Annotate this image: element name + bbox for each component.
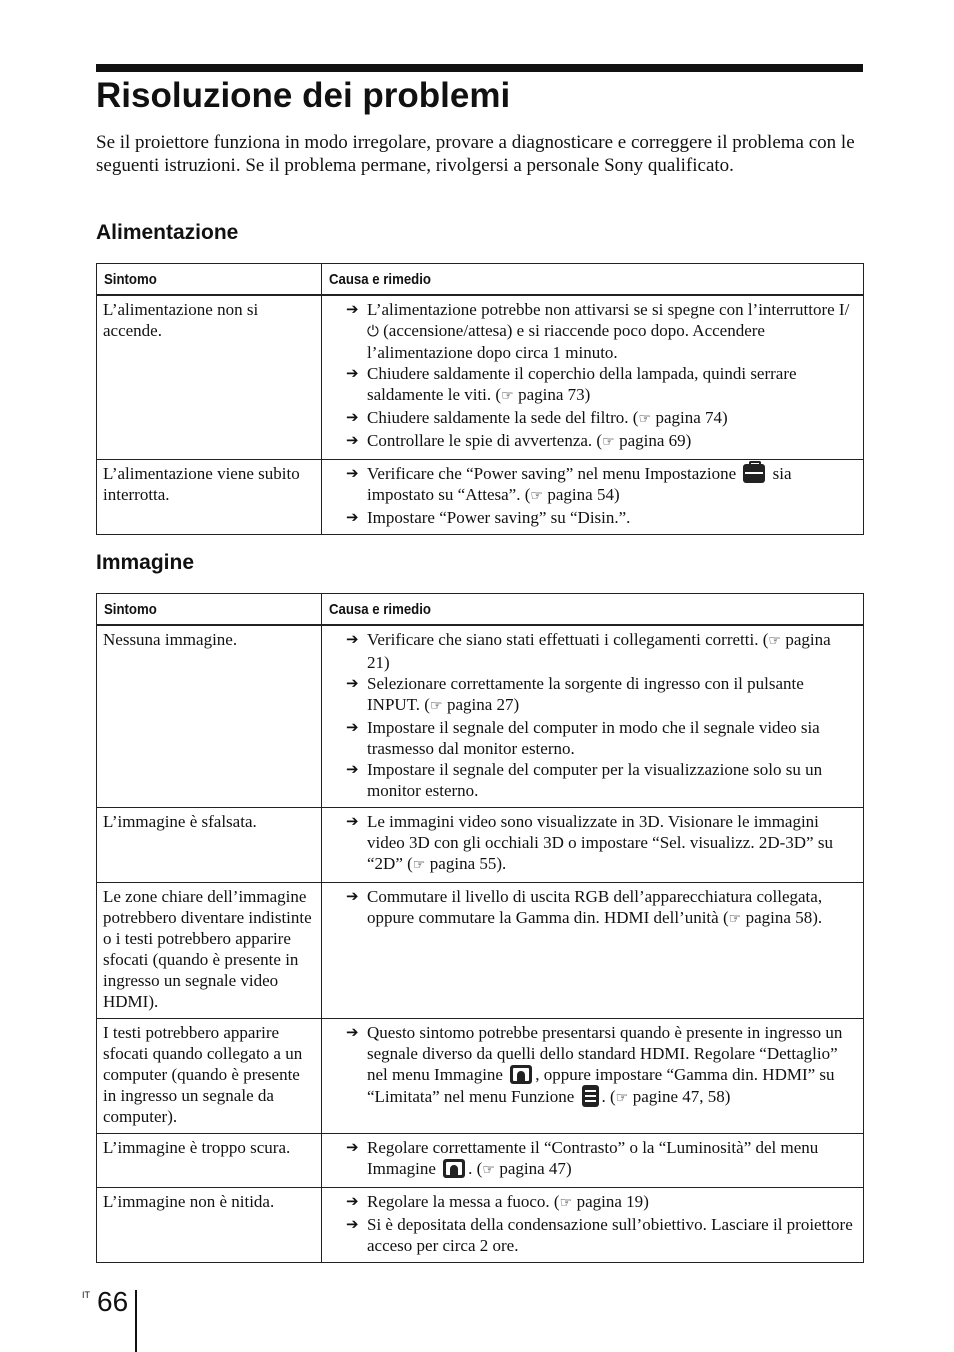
arrow-icon: ➔ [346,812,359,830]
table-row [97,1019,864,1134]
page-number: 66 [97,1286,129,1317]
rimedio-text: ). [812,908,823,927]
sintomo-cell [97,295,322,460]
rimedio-text: Controllare le spie di avvertenza. ( [367,431,603,450]
rimedio-list [328,811,857,876]
column-header-causa: Causa e rimedio [322,594,864,626]
rimedio-cell [322,808,864,883]
table-header-row [97,594,864,626]
sintomo-cell [97,1188,322,1263]
rimedio-item [342,1191,857,1214]
table-row [97,1188,864,1263]
section-title-immagine: Immagine [96,551,195,574]
page-margin-line [135,1290,137,1352]
page-reference: pagine 47, 58 [632,1087,725,1106]
rimedio-text: ) [724,1087,731,1106]
page-reference-icon: ☞ [482,1162,500,1178]
rimedio-text: ) [584,385,591,404]
arrow-icon: ➔ [346,887,359,905]
sintomo-cell [97,460,322,535]
table-row [97,1134,864,1188]
page-reference-icon: ☞ [501,388,519,404]
rimedio-text: ) [565,1159,572,1178]
sintomo-text: L’immagine non è nitida. [103,1192,275,1211]
rimedio-list [328,299,857,453]
page-reference: pagina 73 [518,385,585,404]
rimedio-item [342,1214,857,1256]
arrow-icon: ➔ [346,1138,359,1156]
rimedio-item [342,886,857,930]
rimedio-text: Verificare che siano stati effettuati i collegamenti corretti. ( [367,630,769,649]
function-menu-icon [582,1085,599,1107]
rimedio-text: Si è depositata della condensazione sull’obiettivo. Lasciare il proiettore acceso per circa 2 ore. [367,1215,853,1255]
column-header-sintomo: Sintomo [97,264,322,296]
rimedio-item [342,629,857,673]
rimedio-text: . ( [601,1087,616,1106]
alimentazione-table [96,263,864,535]
arrow-icon: ➔ [346,508,359,526]
power-icon: ⏻ [367,322,379,340]
table-row [97,460,864,535]
rimedio-text: Selezionare correttamente la sorgente di ingresso con il pulsante INPUT. ( [367,674,804,714]
rimedio-text: ) [722,408,728,427]
rimedio-text: , oppure impostare “Gamma din. HDMI” su “Limitata” nel menu Funzione [367,1065,835,1106]
rimedio-text: ) [513,695,520,714]
page-reference-icon: ☞ [429,698,447,714]
table-header-row [97,264,864,296]
column-header-causa: Causa e rimedio [322,264,864,296]
arrow-icon: ➔ [346,760,359,778]
page-title: Risoluzione dei problemi [96,76,511,115]
title-rule [96,64,863,72]
sintomo-cell [97,883,322,1019]
rimedio-item [342,673,857,717]
sintomo-text: Nessuna immagine. [103,630,238,649]
sintomo-cell [97,625,322,808]
rimedio-cell [322,883,864,1019]
image-menu-icon [510,1065,532,1084]
page-reference: pagina 58 [745,908,813,927]
rimedio-text: ) [643,1192,649,1211]
rimedio-text: Regolare la messa a fuoco. ( [367,1192,560,1211]
rimedio-list [328,629,857,801]
toolbox-icon [743,464,765,483]
page-reference-icon: ☞ [728,911,746,927]
rimedio-item [342,507,857,528]
rimedio-cell [322,1134,864,1188]
rimedio-item [342,1137,857,1181]
rimedio-item [342,407,857,430]
rimedio-text: ) [613,485,620,504]
page-reference: pagina 55 [429,854,497,873]
immagine-table [96,593,864,1263]
page-reference-icon: ☞ [602,434,620,450]
sintomo-text: L’alimentazione non si accende. [103,300,259,340]
arrow-icon: ➔ [346,1023,359,1041]
sintomo-cell [97,808,322,883]
rimedio-text: L’alimentazione potrebbe non attivarsi se si spegne con l’interruttore I/ [367,300,850,319]
arrow-icon: ➔ [346,630,359,648]
rimedio-text: ) [685,431,692,450]
page-reference: pagina 19 [576,1192,644,1211]
rimedio-text: Impostare “Power saving” su “Disin.”. [367,508,631,527]
page-reference: pagina 27 [446,695,514,714]
rimedio-cell [322,295,864,460]
sintomo-text: I testi potrebbero apparire sfocati quando collegato a un computer (quando è presente in ingresso un segnale da computer). [103,1023,303,1126]
rimedio-item [342,430,857,453]
page-reference: pagina 21 [367,630,831,672]
sintomo-text: L’immagine è troppo scura. [103,1138,291,1157]
rimedio-cell [322,625,864,808]
rimedio-item [342,717,857,759]
page-reference-icon: ☞ [412,857,430,873]
page-reference: pagina 69 [619,431,686,450]
arrow-icon: ➔ [346,1192,359,1210]
rimedio-text: ). [496,854,507,873]
table-row [97,808,864,883]
page-reference-icon: ☞ [530,488,548,504]
table-row [97,295,864,460]
rimedio-list [328,1137,857,1181]
rimedio-text: Commutare il livello di uscita RGB dell’apparecchiatura collegata, oppure commutare la Gamma din. HDMI dell’unità ( [367,887,823,927]
rimedio-cell [322,1188,864,1263]
rimedio-text: Le immagini video sono visualizzate in 3D. Visionare le immagini video 3D con gli occhiali 3D o impostare “Sel. visualizz. 2D-3D” su “2D” ( [367,812,833,873]
arrow-icon: ➔ [346,674,359,692]
arrow-icon: ➔ [346,364,359,382]
rimedio-text: Questo sintomo potrebbe presentarsi quando è presente in ingresso un segnale diverso da quelli dello standard HDMI. Regolare “Dettaglio” nel menu Immagine [367,1023,843,1084]
rimedio-list [328,1022,857,1109]
sintomo-text: Le zone chiare dell’immagine potrebbero diventare indistinte o i testi potrebbero apparire sfocati (quando è presente in ingresso un segnale video HDMI). [103,887,312,1011]
rimedio-list [328,1191,857,1256]
rimedio-text: ) [384,653,390,672]
arrow-icon: ➔ [346,464,359,482]
rimedio-list [328,886,857,930]
page-reference: pagina 74 [655,408,723,427]
rimedio-text: Chiudere saldamente la sede del filtro. ( [367,408,639,427]
arrow-icon: ➔ [346,300,359,318]
arrow-icon: ➔ [346,718,359,736]
arrow-icon: ➔ [346,431,359,449]
rimedio-text: sia impostato su “Attesa”. ( [367,464,792,504]
rimedio-cell [322,1019,864,1134]
rimedio-text: Impostare il segnale del computer in modo che il segnale video sia trasmesso dal monitor esterno. [367,718,820,758]
rimedio-text: . ( [468,1159,483,1178]
language-code: IT [82,1290,90,1300]
rimedio-item [342,299,857,363]
rimedio-item [342,463,857,507]
sintomo-cell [97,1134,322,1188]
rimedio-list [328,463,857,528]
rimedio-item [342,759,857,801]
table-row [97,883,864,1019]
sintomo-text: L’alimentazione viene subito interrotta. [103,464,300,504]
rimedio-text: Regolare correttamente il “Contrasto” o la “Luminosità” del menu Immagine [367,1138,819,1178]
column-header-sintomo: Sintomo [97,594,322,626]
sintomo-cell [97,1019,322,1134]
rimedio-cell [322,460,864,535]
arrow-icon: ➔ [346,1215,359,1233]
section-title-alimentazione: Alimentazione [96,221,239,244]
page-reference-icon: ☞ [638,411,656,427]
rimedio-item [342,1022,857,1109]
image-menu-icon [443,1159,465,1178]
page-reference: pagina 54 [547,485,614,504]
rimedio-item [342,811,857,876]
rimedio-text: Verificare che “Power saving” nel menu Impostazione [367,464,741,483]
page-reference-icon: ☞ [615,1090,633,1106]
rimedio-text: Impostare il segnale del computer per la visualizzazione solo su un monitor esterno. [367,760,823,800]
table-row [97,625,864,808]
page-reference-icon: ☞ [559,1195,577,1211]
arrow-icon: ➔ [346,408,359,426]
page-reference: pagina 47 [499,1159,566,1178]
rimedio-text: Chiudere saldamente il coperchio della lampada, quindi serrare saldamente le viti. ( [367,364,797,404]
intro-paragraph: Se il proiettore funziona in modo irregolare, provare a diagnosticare e correggere il problema con le seguenti istruzioni. Se il problema permane, rivolgersi a personale Sony qualificato. [96,132,855,176]
rimedio-item [342,363,857,407]
sintomo-text: L’immagine è sfalsata. [103,812,257,831]
page-reference-icon: ☞ [768,633,786,649]
rimedio-text: (accensione/attesa) e si riaccende poco dopo. Accendere l’alimentazione dopo circa 1 minuto. [367,321,765,362]
